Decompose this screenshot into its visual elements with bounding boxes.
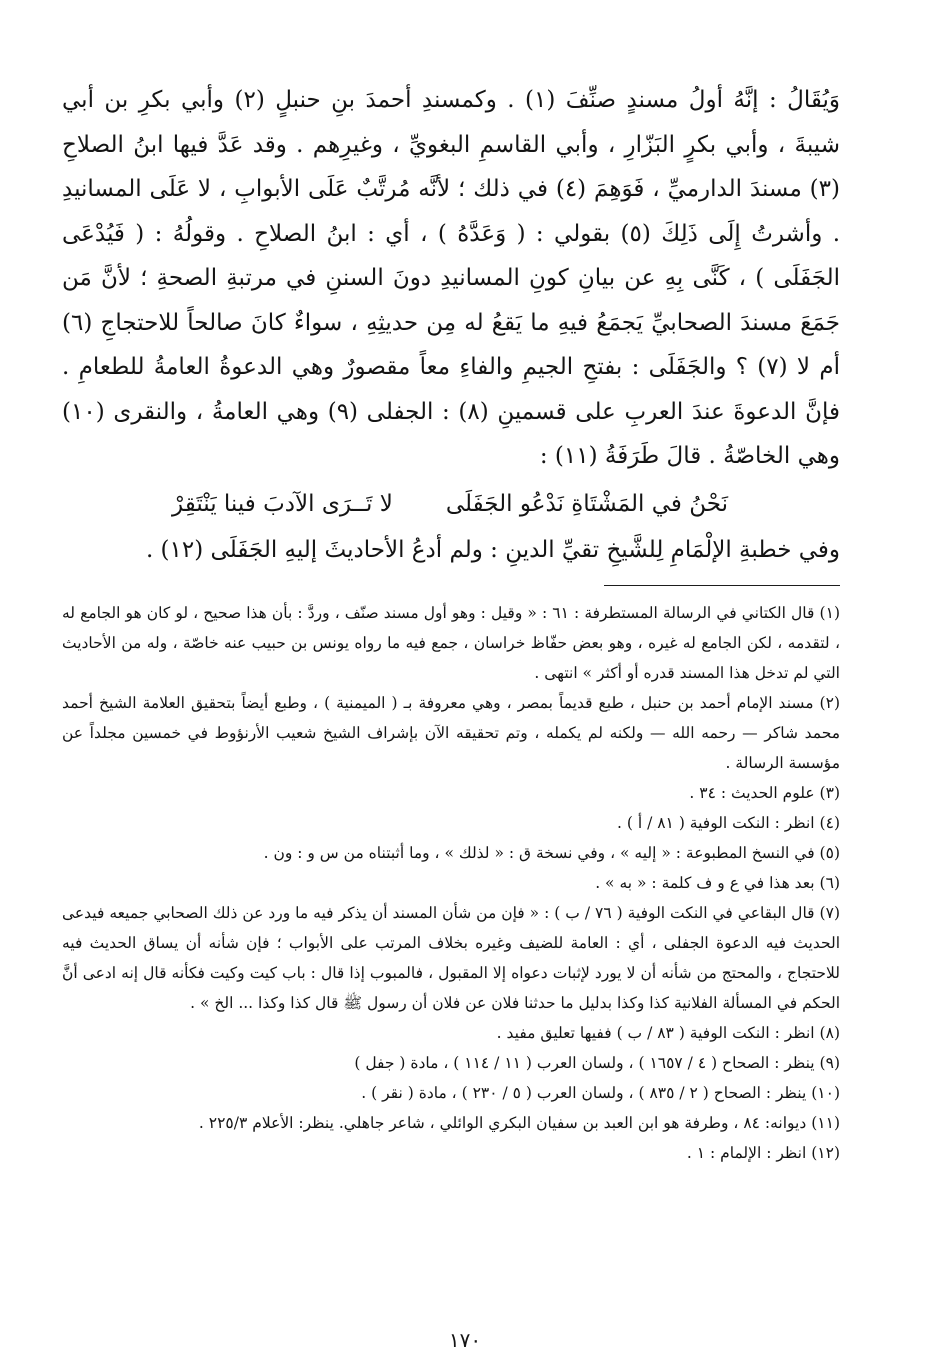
footnote-number: (٢) bbox=[819, 693, 840, 712]
footnote-text: ديوانه: ٨٤ ، وطرفة هو ابن العبد بن سفيان البكري الوائلي ، شاعر جاهلي. ينظر: الأعلام ٢٢٥/٣ . bbox=[198, 1113, 807, 1132]
footnote-number: (٨) bbox=[819, 1023, 840, 1042]
footnote-number: (١) bbox=[819, 603, 840, 622]
footnote-text: ينظر : الصحاح ( ٢ / ٨٣٥ ) ، ولسان العرب ( ٥ / ٢٣٠ ) ، مادة ( نقر ) . bbox=[361, 1083, 807, 1102]
footnotes bbox=[62, 598, 840, 1168]
footnote-number: (٣) bbox=[819, 783, 840, 802]
page-content bbox=[62, 78, 840, 1168]
footnote-number: (١٠) bbox=[811, 1083, 840, 1102]
verse-second-hemistich: لا تَــرَى الآدبَ فينا يَنْتَقِرْ bbox=[172, 490, 393, 517]
footnote-text: ينظر : الصحاح ( ٤ / ١٦٥٧ ) ، ولسان العرب ( ١١ / ١١٤ ) ، مادة ( جفل ) bbox=[354, 1053, 815, 1072]
footnote bbox=[62, 808, 840, 838]
footnote bbox=[62, 898, 840, 1018]
footnote-text: انظر : النكت الوفية ( ٨٣ / ب ) ففيها تعليق مفيد . bbox=[496, 1023, 815, 1042]
footnote bbox=[62, 1078, 840, 1108]
page-number: ١٧٠ bbox=[448, 1328, 482, 1352]
footnote bbox=[62, 1108, 840, 1138]
footnote-text: بعد هذا في ع و ف كلمة : « به » . bbox=[595, 873, 815, 892]
footnote-number: (٥) bbox=[819, 843, 840, 862]
main-text bbox=[62, 78, 840, 479]
footnote-text: مسند الإمام أحمد بن حنبل ، طبع قديماً بمصر ، وهي معروفة بـ ( الميمنية ) ، وطبع أيضاً بتحقيق العلامة الشيخ أحمد محمد شاكر — رحمه الله — ولكنه لم يكمله ، وتم تحقيقه الآن بإشراف الشيخ شعيب الأرنؤوط في خمسين مجلداً عن مؤسسة الرسالة . bbox=[62, 693, 840, 772]
footnote-divider bbox=[604, 585, 840, 586]
footnote-text: قال الكتاني في الرسالة المستطرفة : ٦١ : « وقيل : وهو أول مسند صنّف ، وردَّ : بأن هذا صحيح ، لو كان هو الجامع له ، لتقدمه ، لكن الجامع له غيره ، وهو بعض حفّاظ خراسان ، جمع فيه ما رواه يونس بن حبيب عنه خاصّة ، وله من الأحاديث التي لم تدخل هذا المسند قدره أو أكثر » انتهى . bbox=[62, 603, 840, 682]
footnote-number: (٧) bbox=[819, 903, 840, 922]
poetry-verse bbox=[62, 481, 840, 527]
footnote bbox=[62, 838, 840, 868]
footnote-number: (٤) bbox=[819, 813, 840, 832]
footnote bbox=[62, 868, 840, 898]
footnote-number: (٩) bbox=[819, 1053, 840, 1072]
footnote-number: (٦) bbox=[819, 873, 840, 892]
closing-line: وفي خطبةِ الإلْمَامِ لِلشَّيخِ تقيِّ الدينِ : ولم أدعُ الأحاديثَ إليهِ الجَفَلَى (١٢) . bbox=[145, 536, 840, 563]
footnote-number: (١٢) bbox=[811, 1143, 840, 1162]
footnote-text: في النسخ المطبوعة : « إليه » ، وفي نسخة ق : « لذلك » ، وما أثبتناه من س و : ون . bbox=[263, 843, 815, 862]
footnote-text: انظر : الإلمام : ١ . bbox=[686, 1143, 807, 1162]
footnote bbox=[62, 1018, 840, 1048]
footnote-text: قال البقاعي في النكت الوفية ( ٧٦ / ب ) : « فإن من شأن المسند أن يذكر فيه ما ورد عن ذلك الصحابي جميعه فيدعى الحديث فيه الدعوة الجفلى ، أي : العامة للضيف وغيره بخلاف المرتب على الأبواب ؛ فإن شأنه أن يساق الحديث فيه للاحتجاج ، والمحتج من شأنه أن لا يورد لإثبات دعواه إلا المقبول ، فالمبوب إذا قال : باب كيت وكيت فكأنه قال إنه ادعى أنَّ الحكم في المسألة الفلانية كذا وكذا بدليل ما حدثنا فلان عن فلان أن رسول ﷺ قال كذا وكذا ... الخ » . bbox=[62, 903, 840, 1012]
main-paragraph: وَيُقَالُ : إنَّهُ أولُ مسندٍ صنِّفَ (١) . وكمسندِ أحمدَ بنِ حنبلٍ (٢) وأبي بكرِ بن أبي شيبةَ ، وأبي بكرٍ البَزّارِ ، وأبي القاسمِ البغويِّ ، وغيرِهم . وقد عَدَّ فيها ابنُ الصلاحِ (٣) مسندَ الدارميِّ ، فَوَهِمَ (٤) في ذلك ؛ لأنَّه مُرتَّبٌ عَلَى الأبوابِ ، لا عَلَى المسانيدِ . وأشرتُ إِلَى ذَلِكَ (٥) بقولي : ( وَعَدَّهُ ) ، أي : ابنُ الصلاحِ . وقولُهُ : ( فَيُدْعَى الجَفَلَى ) ، كَنَّى بِهِ عن بيانِ كونِ المسانيدِ دونَ السننِ في مرتبةِ الصحةِ ؛ لأنَّ مَن جَمَعَ مسندَ الصحابيِّ يَجمَعُ فيهِ ما يَقعُ له مِن حديثِهِ ، سواءٌ كانَ صالحاً للاحتجاجِ (٦) أم لا (٧) ؟ والجَفَلَى : بفتحِ الجيمِ والفاءِ معاً مقصورٌ وهي الدعوةُ العامةُ للطعامِ . فإنَّ الدعوةَ عندَ العربِ على قسمينِ (٨) : الجفلى (٩) وهي العامةُ ، والنقرى (١٠) وهي الخاصّةُ . قالَ طَرَفَةُ (١١) : bbox=[62, 87, 841, 469]
footnote bbox=[62, 778, 840, 808]
verse-first-hemistich: نَحْنُ في المَشْتَاةِ نَدْعُو الجَفَلَى bbox=[445, 490, 728, 517]
footnote-number: (١١) bbox=[811, 1113, 840, 1132]
footnote-text: علوم الحديث : ٣٤ . bbox=[689, 783, 815, 802]
footnote bbox=[62, 1048, 840, 1078]
footnote-text: انظر : النكت الوفية ( ٨١ / أ ) . bbox=[617, 813, 815, 832]
footnote bbox=[62, 1138, 840, 1168]
footnote bbox=[62, 598, 840, 688]
footnote bbox=[62, 688, 840, 778]
